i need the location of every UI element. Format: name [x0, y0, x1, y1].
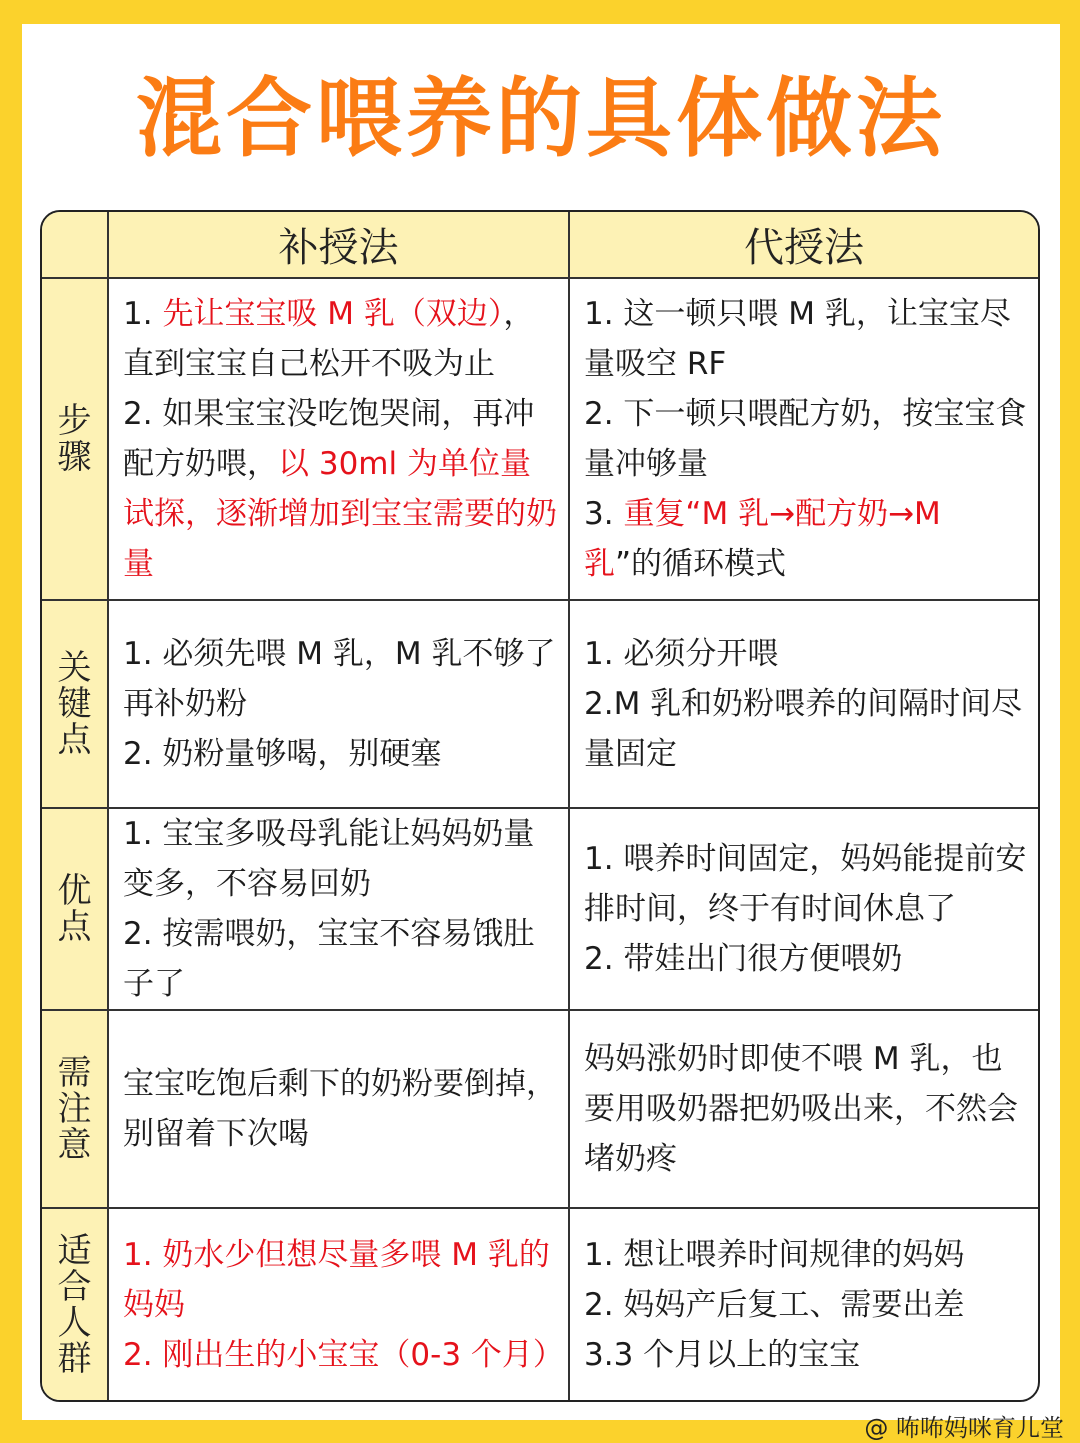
cell-text: 1. 宝宝多吸母乳能让妈妈奶量变多，不容易回奶	[123, 816, 535, 902]
row-label-char: 骤	[57, 437, 92, 477]
cell-text: 2. 按需喂奶，宝宝不容易饿肚子了	[123, 916, 535, 1002]
cell-line	[584, 1034, 1028, 1184]
cell-text: 妈妈涨奶时即使不喂 M 乳，也要用吸奶器把奶吸出来，不然会堵奶疼	[584, 1041, 1018, 1177]
comparison-table	[40, 210, 1040, 1402]
column-header-left: 补授法	[108, 212, 569, 278]
right-cell	[569, 1208, 1038, 1400]
table-row	[42, 1208, 1038, 1400]
cell-line	[123, 1330, 564, 1380]
row-label-char: 键	[57, 684, 92, 724]
cell-line	[584, 629, 1028, 679]
cell-text: ”的循环模式	[615, 546, 787, 582]
row-label-char: 关	[57, 648, 92, 688]
cell-text: 1.	[123, 296, 163, 332]
cell-text: 1. 这一顿只喂 M 乳，让宝宝尽量吸空 RF	[584, 296, 1011, 382]
right-cell	[569, 808, 1038, 1010]
highlight-text: 1. 奶水少但想尽量多喂 M 乳的妈妈	[123, 1236, 550, 1323]
cell-line	[584, 679, 1028, 779]
cell-text: 1. 必须先喂 M 乳，M 乳不够了再补奶粉	[123, 636, 556, 722]
row-label-char: 优	[57, 871, 92, 911]
cell-line	[584, 834, 1028, 934]
author-watermark: @ 咘咘妈咪育儿堂	[864, 1414, 1064, 1442]
cell-text: 宝宝吃饱后剩下的奶粉要倒掉，别留着下次喝	[123, 1066, 557, 1152]
cell-text: 1. 喂养时间固定，妈妈能提前安排时间，终于有时间休息了	[584, 841, 1027, 927]
highlight-text: 先让宝宝吸 M 乳（双边）	[162, 296, 504, 332]
cell-line	[123, 1059, 558, 1159]
left-cell	[108, 600, 569, 808]
cell-text: 1. 必须分开喂	[584, 636, 779, 672]
cell-line	[123, 729, 558, 779]
table-row	[42, 278, 1038, 600]
table-row	[42, 1010, 1038, 1208]
cell-line	[584, 389, 1028, 489]
cell-text: 2. 带娃出门很方便喂奶	[584, 941, 903, 977]
left-cell	[108, 1010, 569, 1208]
cell-text: 2.M 乳和奶粉喂养的间隔时间尽量固定	[584, 686, 1023, 772]
table-row	[42, 600, 1038, 808]
cell-line	[584, 934, 1028, 984]
right-cell	[569, 278, 1038, 600]
cell-text: 2. 妈妈产后复工、需要出差	[584, 1286, 965, 1323]
row-label-char: 合	[57, 1266, 92, 1307]
highlight-text: 2. 刚出生的小宝宝（0-3 个月）	[123, 1336, 564, 1373]
cell-line	[584, 289, 1028, 389]
row-label	[42, 808, 108, 1010]
page-title: 混合喂养的具体做法	[136, 69, 946, 169]
row-label	[42, 278, 108, 600]
cell-text: 3.	[584, 496, 624, 532]
row-label-char: 意	[57, 1125, 92, 1165]
left-cell	[108, 278, 569, 600]
cell-line	[123, 1230, 558, 1330]
table-row	[42, 808, 1038, 1010]
cell-line	[123, 909, 558, 1009]
cell-line	[584, 489, 1028, 589]
cell-text: 2. 奶粉量够喝，别硬塞	[123, 736, 442, 772]
row-label-char: 人	[57, 1302, 92, 1343]
row-label-char: 注	[57, 1089, 92, 1129]
corner-cell	[42, 212, 108, 278]
right-cell	[569, 1010, 1038, 1208]
cell-line	[584, 1230, 1028, 1280]
cell-text: 1. 想让喂养时间规律的妈妈	[584, 1236, 965, 1273]
highlight-text: 重复“M 乳→配方奶→M 乳	[584, 496, 941, 582]
cell-line	[584, 1330, 1028, 1380]
row-label-char: 点	[57, 720, 92, 760]
row-label-char: 群	[57, 1338, 92, 1379]
cell-text: 3.3 个月以上的宝宝	[584, 1336, 861, 1373]
cell-text: 2. 下一顿只喂配方奶，按宝宝食量冲够量	[584, 396, 1027, 482]
right-cell	[569, 600, 1038, 808]
cell-line	[584, 1280, 1028, 1330]
row-label-char: 适	[57, 1230, 92, 1271]
row-label	[42, 1208, 108, 1400]
left-cell	[108, 808, 569, 1010]
cell-line	[123, 809, 558, 909]
cell-line	[123, 389, 558, 589]
row-label	[42, 1010, 108, 1208]
row-label-char: 需	[57, 1053, 92, 1093]
row-label	[42, 600, 108, 808]
highlight-text: 以 30ml 为单位量试探，逐渐增加到宝宝需要的奶量	[123, 446, 557, 582]
row-label-char: 点	[57, 907, 92, 947]
row-label-char: 步	[57, 401, 92, 441]
cell-line	[123, 289, 558, 389]
column-header-right: 代授法	[569, 212, 1038, 278]
cell-text: 2. 如果宝宝没吃饱哭闹，再冲配方奶喂，	[123, 396, 535, 482]
cell-line	[123, 629, 558, 729]
table-header-row	[42, 212, 1038, 278]
cell-text: ，直到宝宝自己松开不吸为止	[123, 296, 535, 382]
left-cell	[108, 1208, 569, 1400]
